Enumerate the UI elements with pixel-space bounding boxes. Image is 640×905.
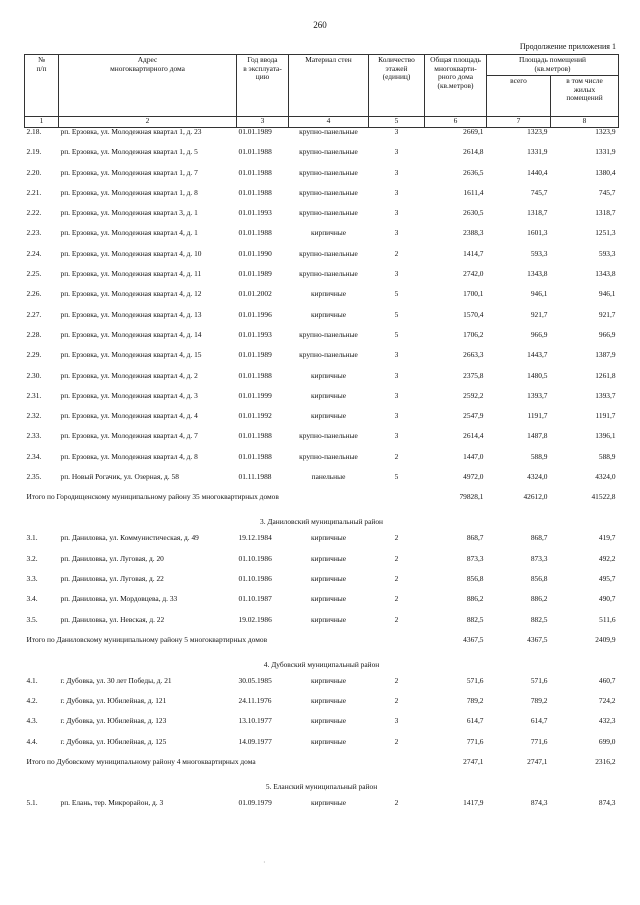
table-row [25,453,619,473]
row-number: 2.33. [26,431,42,441]
premises-all-cell: 868,7 [530,533,548,543]
address-cell: рп. Ерзовка, ул. Молодежная квартал 4, д. 11 [60,269,202,279]
floors-cell: 3 [394,431,399,441]
total-area-cell: 1570,4 [463,309,484,319]
premises-all-cell: 856,8 [530,573,548,583]
living-area-cell: 460,7 [598,675,616,685]
total-area-cell: 1417,9 [463,798,484,808]
floors-cell: 5 [394,289,399,299]
total-area-cell: 571,6 [466,675,484,685]
premises-all-cell: 1480,5 [527,370,548,380]
total-area-cell: 873,3 [466,553,484,563]
housing-table [24,54,619,819]
living-area-cell: 874,3 [598,798,616,808]
floors-cell: 2 [394,798,399,808]
row-number: 2.34. [26,451,42,461]
premises-all-cell: 745,7 [530,187,548,197]
column-number: 2 [59,117,237,128]
table-row [25,189,619,209]
living-area-cell: 946,1 [598,289,616,299]
wall-material-cell: крупно-панельные [299,147,358,157]
living-area-cell: 1387,9 [595,350,616,360]
total-area-cell: 789,2 [466,696,484,706]
row-number: 2.32. [26,411,42,421]
wall-material-cell: кирпичные [310,370,347,380]
wall-material-cell: крупно-панельные [299,127,358,136]
year-cell: 14.09.1977 [238,736,272,746]
year-cell: 01.09.1979 [238,798,272,808]
scan-mark: · [263,858,266,867]
floors-cell: 2 [394,451,399,461]
table-row [25,595,619,615]
premises-all-cell: 614,7 [530,716,548,726]
floors-cell: 2 [394,533,399,543]
row-number: 2.20. [26,167,42,177]
year-cell: 01.01.1988 [238,147,272,157]
table-row [25,372,619,392]
premises-all-cell: 1601,3 [527,228,548,238]
premises-all-cell: 1393,7 [527,390,548,400]
year-cell: 30.05.1985 [238,675,272,685]
total-area-cell: 868,7 [466,533,484,543]
row-number: 3.3. [26,573,38,583]
living-area-cell: 1318,7 [595,208,616,218]
table-row [25,677,619,697]
row-number: 2.18. [26,127,42,136]
header-total-area: Общая площадь многокварти- рного дома (кв.метров) [425,55,487,117]
floors-cell: 2 [394,675,399,685]
floors-cell: 3 [394,716,399,726]
table-row [25,270,619,290]
living-area-cell: 1191,7 [595,411,616,421]
wall-material-cell: кирпичные [310,411,347,421]
year-cell: 01.01.1996 [238,309,272,319]
table-row [25,717,619,737]
premises-all-cell: 1323,9 [527,127,548,136]
row-number: 4.3. [26,716,38,726]
address-cell: рп. Новый Рогачик, ул. Озерная, д. 58 [60,472,179,482]
address-cell: рп. Ерзовка, ул. Молодежная квартал 1, д. 8 [60,187,198,197]
total-area-cell: 2547,9 [463,411,484,421]
row-number: 2.22. [26,208,42,218]
wall-material-cell: крупно-панельные [299,208,358,218]
address-cell: рп. Ерзовка, ул. Молодежная квартал 3, д. 1 [60,208,198,218]
floors-cell: 3 [394,228,399,238]
district-heading-row [25,661,619,677]
year-cell: 01.01.1999 [238,390,272,400]
living-area-cell: 745,7 [598,187,616,197]
wall-material-cell: кирпичные [310,594,347,604]
wall-material-cell: крупно-панельные [299,431,358,441]
table-row [25,392,619,412]
row-number: 4.4. [26,736,38,746]
wall-material-cell: крупно-панельные [299,451,358,461]
living-area-cell: 1323,9 [595,127,616,136]
table-row [25,209,619,229]
total-area-cell: 2592,2 [463,390,484,400]
row-number: 2.30. [26,370,42,380]
wall-material-cell: кирпичные [310,390,347,400]
address-cell: г. Дубовка, ул. 30 лет Победы, д. 21 [60,675,172,685]
row-number: 2.35. [26,472,42,482]
address-cell: рп. Ерзовка, ул. Молодежная квартал 4, д. 4 [60,411,198,421]
page-number: 260 [313,20,327,30]
address-cell: рп. Даниловка, ул. Мордовцева, д. 33 [60,594,178,604]
row-number: 2.28. [26,329,42,339]
living-area-cell: 4324,0 [595,472,616,482]
floors-cell: 2 [394,553,399,563]
row-number: 4.2. [26,696,38,706]
total-area-cell: 856,8 [466,573,484,583]
row-number: 2.23. [26,228,42,238]
premises-all-sum: 2747,1 [527,757,548,767]
premises-all-sum: 4367,5 [527,634,548,644]
total-area-cell: 2669,1 [463,127,484,136]
wall-material-cell: кирпичные [310,309,347,319]
year-cell: 01.01.1989 [238,127,272,136]
floors-cell: 2 [394,696,399,706]
district-heading-row [25,783,619,799]
total-area-cell: 771,6 [466,736,484,746]
premises-all-cell: 1487,8 [527,431,548,441]
floors-cell: 2 [394,736,399,746]
living-area-cell: 588,9 [598,451,616,461]
wall-material-cell: крупно-панельные [299,248,358,258]
floors-cell: 3 [394,269,399,279]
floors-cell: 5 [394,329,399,339]
total-area-cell: 1414,7 [463,248,484,258]
year-cell: 01.01.1988 [238,451,272,461]
column-number: 6 [425,117,487,128]
premises-all-cell: 771,6 [530,736,548,746]
total-row [25,636,619,661]
table-row [25,616,619,636]
wall-material-cell: кирпичные [310,675,347,685]
wall-material-cell: крупно-панельные [299,269,358,279]
table-row [25,128,619,149]
year-cell: 01.01.1992 [238,411,272,421]
row-number: 2.24. [26,248,42,258]
wall-material-cell: кирпичные [310,289,347,299]
wall-material-cell: кирпичные [310,614,347,624]
year-cell: 01.01.1988 [238,228,272,238]
row-number: 2.29. [26,350,42,360]
premises-all-cell: 966,9 [530,329,548,339]
living-area-cell: 1380,4 [595,167,616,177]
column-number: 4 [289,117,369,128]
total-label: Итого по Даниловскому муниципальному району 5 многоквартирных домов [26,634,268,644]
floors-cell: 3 [394,167,399,177]
row-number: 3.4. [26,594,38,604]
living-area-cell: 699,0 [598,736,616,746]
premises-all-cell: 886,2 [530,594,548,604]
column-number: 8 [551,117,619,128]
wall-material-cell: крупно-панельные [299,329,358,339]
premises-all-cell: 593,3 [530,248,548,258]
premises-all-cell: 946,1 [530,289,548,299]
column-number: 7 [487,117,551,128]
living-area-cell: 511,6 [599,614,616,624]
row-number: 5.1. [26,798,38,808]
row-number: 2.27. [26,309,42,319]
total-area-cell: 2388,3 [463,228,484,238]
floors-cell: 3 [394,350,399,360]
living-area-cell: 1251,3 [595,228,616,238]
premises-all-cell: 873,3 [530,553,548,563]
wall-material-cell: кирпичные [310,798,347,808]
year-cell: 01.01.1993 [238,208,272,218]
year-cell: 01.01.1988 [238,370,272,380]
wall-material-cell: кирпичные [310,228,347,238]
address-cell: рп. Даниловка, ул. Невская, д. 22 [60,614,165,624]
wall-material-cell: крупно-панельные [299,350,358,360]
address-cell: рп. Ерзовка, ул. Молодежная квартал 4, д. 12 [60,289,202,299]
table-row [25,473,619,493]
header-address: Адрес многоквартирного дома [59,55,237,117]
premises-all-cell: 1443,7 [527,350,548,360]
address-cell: рп. Ерзовка, ул. Молодежная квартал 4, д. 3 [60,390,198,400]
header-walls: Материал стен [289,55,369,117]
premises-all-cell: 789,2 [530,696,548,706]
total-area-cell: 2742,0 [463,269,484,279]
total-area-cell: 2630,5 [463,208,484,218]
row-number: 3.2. [26,553,38,563]
living-area-cell: 966,9 [598,329,616,339]
total-area-cell: 2636,5 [463,167,484,177]
table-row [25,697,619,717]
year-cell: 19.12.1984 [238,533,272,543]
wall-material-cell: кирпичные [310,573,347,583]
year-cell: 01.01.1990 [238,248,272,258]
address-cell: рп. Ерзовка, ул. Молодежная квартал 4, д. 13 [60,309,202,319]
column-number: 5 [369,117,425,128]
total-area-cell: 1611,4 [463,187,484,197]
year-cell: 01.01.1988 [238,187,272,197]
wall-material-cell: крупно-панельные [299,187,358,197]
address-cell: рп. Ерзовка, ул. Молодежная квартал 1, д. 5 [60,147,198,157]
premises-all-cell: 571,6 [530,675,548,685]
total-area-cell: 2663,3 [463,350,484,360]
header-floors: Количество этажей (единиц) [369,55,425,117]
district-heading: 5. Еланский муниципальный район [265,782,378,792]
premises-all-cell: 4324,0 [527,472,548,482]
address-cell: рп. Ерзовка, ул. Молодежная квартал 4, д. 14 [60,329,202,339]
table-row [25,148,619,168]
address-cell: рп. Даниловка, ул. Луговая, д. 22 [60,573,164,583]
living-area-cell: 1393,7 [595,390,616,400]
floors-cell: 3 [394,147,399,157]
address-cell: рп. Ерзовка, ул. Молодежная квартал 1, д. 23 [60,127,202,136]
premises-all-cell: 1191,7 [527,411,548,421]
address-cell: рп. Ерзовка, ул. Молодежная квартал 4, д. 2 [60,370,198,380]
district-heading: 4. Дубовский муниципальный район [263,659,380,669]
year-cell: 01.01.2002 [238,289,272,299]
table-row [25,229,619,249]
premises-all-cell: 1318,7 [527,208,548,218]
year-cell: 01.10.1986 [238,553,272,563]
table-row [25,738,619,758]
table-row [25,575,619,595]
table-row [25,250,619,270]
floors-cell: 3 [394,187,399,197]
table-row [25,331,619,351]
table-row [25,351,619,371]
year-cell: 24.11.1976 [238,696,272,706]
address-cell: г. Дубовка, ул. Юбилейная, д. 121 [60,696,167,706]
year-cell: 01.01.1988 [238,167,272,177]
address-cell: г. Дубовка, ул. Юбилейная, д. 123 [60,716,167,726]
premises-all-sum: 42612,0 [523,492,548,502]
living-area-cell: 724,2 [598,696,616,706]
year-cell: 01.01.1989 [238,350,272,360]
total-row [25,758,619,783]
wall-material-cell: кирпичные [310,533,347,543]
table-row [25,555,619,575]
district-heading: 3. Даниловский муниципальный район [260,517,383,527]
living-area-cell: 1331,9 [595,147,616,157]
table-row [25,290,619,310]
living-area-cell: 490,7 [598,594,616,604]
total-area-cell: 2375,8 [463,370,484,380]
floors-cell: 3 [394,390,399,400]
year-cell: 01.11.1988 [238,472,272,482]
floors-cell: 2 [394,594,399,604]
floors-cell: 2 [394,573,399,583]
column-number: 3 [237,117,289,128]
address-cell: рп. Ерзовка, ул. Молодежная квартал 4, д. 8 [60,451,198,461]
living-area-cell: 1261,8 [595,370,616,380]
total-area-cell: 886,2 [466,594,484,604]
year-cell: 01.10.1986 [238,573,272,583]
total-area-sum: 79828,1 [459,492,484,502]
total-area-sum: 2747,1 [463,757,484,767]
living-area-cell: 432,3 [598,716,616,726]
floors-cell: 2 [394,614,399,624]
total-area-cell: 2614,8 [463,147,484,157]
living-area-cell: 419,7 [598,533,616,543]
total-label: Итого по Городищенскому муниципальному району 35 многоквартирных домов [26,492,279,502]
table-row [25,432,619,452]
total-area-cell: 1447,0 [463,451,484,461]
table-row [25,169,619,189]
wall-material-cell: кирпичные [310,736,347,746]
year-cell: 01.01.1989 [238,269,272,279]
premises-all-cell: 874,3 [530,798,548,808]
total-area-cell: 2614,4 [463,431,484,441]
address-cell: рп. Ерзовка, ул. Молодежная квартал 4, д. 7 [60,431,198,441]
address-cell: рп. Ерзовка, ул. Молодежная квартал 1, д. 7 [60,167,198,177]
row-number: 3.1. [26,533,38,543]
table-row [25,799,619,819]
wall-material-cell: кирпичные [310,716,347,726]
wall-material-cell: панельные [311,472,346,482]
total-area-cell: 882,5 [466,614,484,624]
row-number: 2.31. [26,390,42,400]
year-cell: 01.10.1987 [238,594,272,604]
floors-cell: 2 [394,248,399,258]
living-area-cell: 1343,8 [595,269,616,279]
wall-material-cell: кирпичные [310,553,347,563]
address-cell: рп. Даниловка, ул. Луговая, д. 20 [60,553,164,563]
address-cell: рп. Ерзовка, ул. Молодежная квартал 4, д. 10 [60,248,202,258]
living-area-sum: 2316,2 [595,757,616,767]
row-number: 2.26. [26,289,42,299]
header-all: всего [487,76,551,117]
header-num: № п/п [25,55,59,117]
row-number: 2.19. [26,147,42,157]
address-cell: рп. Даниловка, ул. Коммунистическая, д. 49 [60,533,199,543]
table-row [25,534,619,554]
living-area-sum: 41522,8 [591,492,616,502]
row-number: 3.5. [26,614,38,624]
year-cell: 01.01.1993 [238,329,272,339]
header-year: Год ввода в эксплуата- цию [237,55,289,117]
total-area-cell: 4972,0 [463,472,484,482]
premises-all-cell: 588,9 [530,451,548,461]
floors-cell: 3 [394,208,399,218]
premises-all-cell: 921,7 [530,309,548,319]
total-area-cell: 1700,1 [463,289,484,299]
living-area-cell: 495,7 [598,573,616,583]
living-area-cell: 1396,1 [595,431,616,441]
total-area-cell: 1706,2 [463,329,484,339]
wall-material-cell: крупно-панельные [299,167,358,177]
floors-cell: 5 [394,309,399,319]
year-cell: 19.02.1986 [238,614,272,624]
floors-cell: 3 [394,411,399,421]
column-number: 1 [25,117,59,128]
table-row [25,412,619,432]
address-cell: г. Дубовка, ул. Юбилейная, д. 125 [60,736,167,746]
address-cell: рп. Ерзовка, ул. Молодежная квартал 4, д. 15 [60,350,202,360]
continuation-note: Продолжение приложения 1 [519,42,616,51]
address-cell: рп. Ерзовка, ул. Молодежная квартал 4, д. 1 [60,228,198,238]
floors-cell: 3 [394,127,399,136]
living-area-cell: 921,7 [598,309,616,319]
row-number: 2.25. [26,269,42,279]
district-heading-row [25,518,619,534]
total-label: Итого по Дубовскому муниципальному району 4 многоквартирных дома [26,757,256,767]
year-cell: 01.01.1988 [238,431,272,441]
living-area-sum: 2409,9 [595,634,616,644]
row-number: 4.1. [26,675,38,685]
floors-cell: 3 [394,370,399,380]
living-area-cell: 593,3 [598,248,616,258]
premises-all-cell: 1343,8 [527,269,548,279]
header-premises: Площадь помещений (кв.метров) [487,55,619,76]
table-row [25,311,619,331]
premises-all-cell: 1440,4 [527,167,548,177]
total-row [25,493,619,518]
row-number: 2.21. [26,187,42,197]
premises-all-cell: 882,5 [530,614,548,624]
wall-material-cell: кирпичные [310,696,347,706]
premises-all-cell: 1331,9 [527,147,548,157]
header-living: в том числе жилых помещений [551,76,619,117]
total-area-sum: 4367,5 [463,634,484,644]
living-area-cell: 492,2 [598,553,616,563]
address-cell: рп. Елань, тер. Микрорайон, д. 3 [60,798,164,808]
floors-cell: 5 [394,472,399,482]
total-area-cell: 614,7 [466,716,484,726]
year-cell: 13.10.1977 [238,716,272,726]
